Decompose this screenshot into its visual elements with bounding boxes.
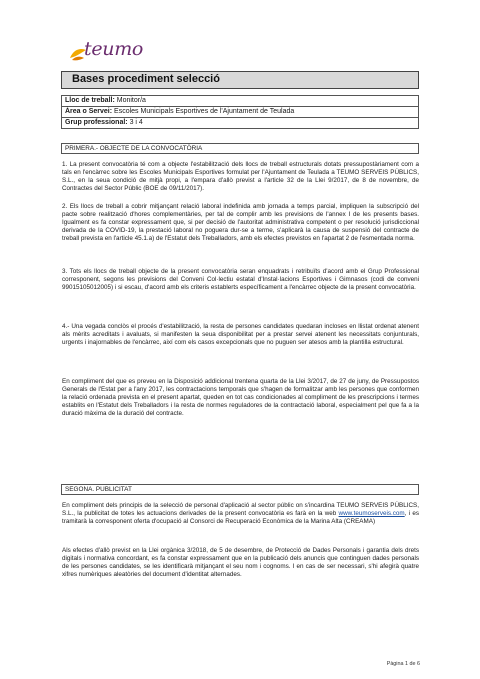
info-value: 3 i 4 bbox=[129, 119, 143, 126]
paragraph: 1. La present convocatòria té com a objecte l'estabilització dels llocs de treball estructurals dotats pressupostàriament com a tals en l'encàrrec sobre les Escoles Municipals Esportives formulat per l'Ajuntament de Teulada a TEUMO SERVEIS PÚBLICS, S.L., en la seua condició de mitjà propi, a l'empara d'allò previst a l'article 32 de la Llei 9/2017, de 8 de novembre, de Contractes del Sector Públic (BOE de 09/11/2017). bbox=[62, 161, 419, 193]
paragraph: 4.- Una vegada conclòs el procés d'estabilització, la resta de persones candidates quedaran incloses en llistat ordenat atenent als mèrits acreditats i avaluats, si manifesten la seua disponibilitat per a prestar servei atenent les necessitats conjunturals, urgents i inajornables de l'encàrrec, així com els casos excepcionals que no puguen ser atesos amb la plantilla estructural. bbox=[62, 323, 419, 347]
info-row bbox=[62, 118, 419, 129]
document-title-box bbox=[61, 71, 419, 89]
info-label: Lloc de treball: bbox=[65, 97, 115, 104]
logo-text: teumo bbox=[84, 38, 144, 60]
paragraph-text: , i es tramitarà la corresponent oferta d'ocupació al Consorci de Recuperació Econòmica de la Marina Alta (CREAMA) bbox=[62, 510, 419, 526]
page-number: Pàgina 1 de 6 bbox=[386, 661, 420, 667]
section-heading-segona: SEGONA. PUBLICITAT bbox=[61, 484, 419, 495]
info-cell bbox=[62, 107, 419, 118]
info-value: Escoles Municipals Esportives de l'Ajuntament de Teulada bbox=[114, 108, 295, 115]
paragraph: 2. Els llocs de treball a cobrir mitjançant relació laboral indefinida amb jornada a temps parcial, impliquen la subscripció del pacte sobre realització d'hores complementàries, per tal de complir amb les previsions de l'annex I de les presents bases. Igualment es fa constar expressament que, si per decisió de l'autoritat administrativa competent o per resolució jurisdiccional derivada de la COVID-19, la prestació laboral no poguera dur-se a terme, s'aplicarà la causa de suspensió del contracte de treball prevista en l'article 45.1.a) de l'Estatut dels Treballadors, amb els efectes previstos en l'apartat 2 de l'esmentada norma. bbox=[62, 203, 419, 243]
paragraph: En compliment del que es preveu en la Disposició addicional trentena quarta de la Llei 3/2017, de 27 de juny, de Pressupostos Generals de l'Estat per a l'any 2017, les contractacions temporals que s'hagen de formalitzar amb les persones que conformen la relació ordenada prevista en el present apartat, queden en tot cas condicionades al compliment de les prescripcions i termes establits en l'Estatut dels Treballadors i la resta de normes reguladores de la contractació laboral, especialment pel que fa a la duració màxima de la duració del contracte. bbox=[62, 378, 419, 418]
document-title: Bases procediment selecció bbox=[72, 73, 220, 85]
info-cell bbox=[62, 118, 419, 129]
info-label: Grup professional: bbox=[65, 119, 128, 126]
company-logo bbox=[66, 36, 176, 66]
info-row bbox=[62, 96, 419, 107]
section-heading-primera: PRIMERA.- OBJECTE DE LA CONVOCATÒRIA bbox=[61, 143, 419, 154]
paragraph: 3. Tots els llocs de treball objecte de la present convocatòria seran enquadrats i retribuïts d'acord amb el Grup Professional corresponent, segons les previsions del Conveni Col·lectiu estatal d'Instal·lacions Esportives i Gimnasos (codi de conveni 99015105012005) i si escau, d'acord amb els criteris establerts específicament a l'encàrrec objecte de la present convocatòria. bbox=[62, 268, 419, 292]
position-info-table bbox=[61, 95, 419, 129]
paragraph bbox=[62, 502, 419, 526]
paragraph: Als efectes d'allò previst en la Llei orgànica 3/2018, de 5 de desembre, de Protecció de Dades Personals i garantia dels drets digitals i normativa concordant, es fa constar expressament que en la publicació dels anuncis que continguen dades personals de les persones candidates, se les identificarà mitjançant el seu nom i cognoms. I en cas de ser necessari, s'hi afegirà quatre xifres numèriques aleatòries del document d'identitat alternades. bbox=[62, 547, 419, 579]
info-value: Monitor/a bbox=[116, 97, 146, 104]
paragraph-text: En compliment dels principis de la selecció de personal d'aplicació al sector públic on s'incardina TEUMO SERVEIS PÚBLICS, S.L., la publicitat de totes les actuacions derivades de la present convocatòria es farà en la web bbox=[62, 502, 419, 518]
info-label: Àrea o Servei: bbox=[65, 108, 113, 115]
website-link[interactable]: www.teumoserveis.com bbox=[338, 510, 405, 518]
info-row bbox=[62, 107, 419, 118]
info-cell bbox=[62, 96, 419, 107]
